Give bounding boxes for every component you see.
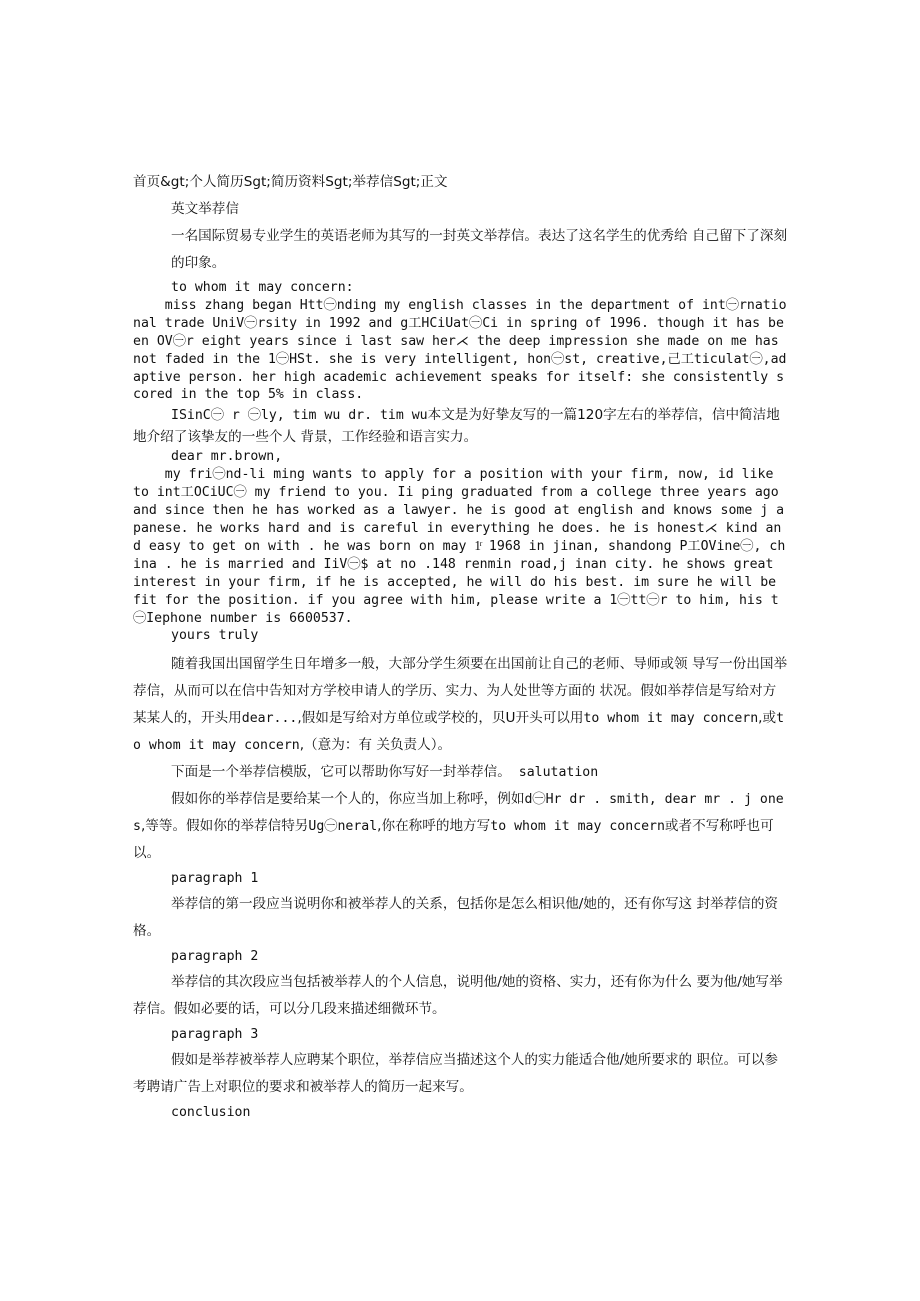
- intro-2-text: 本文是为好挚友写的一篇120字左右的举荐信，信中简洁地地介绍了该挚友的一些个人 背景，工作经验和语言实力。: [133, 407, 780, 446]
- text-paragraph-3: 假如是举荐被举荐人应聘某个职位，举荐信应当描述这个人的实力能适合他/她所要求的 职位。可以参考聘请广告上对职位的要求和被举荐人的简历一起来写。: [133, 1052, 779, 1096]
- para-c-english-2: Ug㊀neral: [308, 819, 378, 835]
- para-a-text-4: ,（意为：有 关负责人）。: [299, 737, 452, 754]
- text-paragraph-1: 举荐信的第一段应当说明你和被举荐人的关系，包括你是怎么相识他/她的，还有你写这 封举荐信的资格。: [133, 896, 779, 940]
- intro-paragraph-1: [133, 223, 788, 277]
- para-c-text-1: 假如你的举荐信是要给某一个人的，你应当加上称呼，例如: [171, 791, 525, 808]
- text-paragraph-2: 举荐信的其次段应当包括被举荐人的个人信息，说明他/她的资格、实力，还有你为什么 要为他/她写举荐信。假如必要的话，可以分几段来描述细微环节。: [133, 974, 783, 1018]
- para-a-text-2: ,假如是写给对方单位或学校的，贝U开头可以用: [297, 710, 584, 727]
- heading-paragraph-3: paragraph 3: [171, 1027, 259, 1043]
- paragraph-overseas-recommendation: [133, 651, 788, 759]
- letter-1-closing: ISinC㊀ r ㊀ly, tim wu dr. tim wu: [171, 408, 428, 424]
- closing-and-intro-2: [133, 404, 788, 448]
- heading-paragraph-2: paragraph 2: [171, 949, 259, 965]
- document-body: [133, 169, 788, 1125]
- paragraph-template-intro: [133, 759, 788, 786]
- heading-conclusion: conclusion: [171, 1105, 251, 1121]
- para-c-text-4: 或者不写称呼也可以。: [133, 818, 774, 862]
- page-title: 英文举荐信: [171, 201, 239, 217]
- para-a-text-3: ,或: [758, 710, 777, 727]
- para-a-english-3: to whom it may concern: [133, 711, 785, 754]
- letter-2-body: my fri㊀nd-li ming wants to apply for a position with your firm, now, id like to int工OCiUC㊀ my friend to you. Ii ping graduated from a college three years ago and since then he has worked as a lawyer. he is good at english and knows some j apanese. he works hard and is careful in everything he does. he is honest⋌ kind and easy to get on with . he was born on may 1ͬ 1968 in jinan, shandong P工OVine㊀, china . he is married and IiV㊀$ at no .148 renmin road,j inan city. he shows great interest in your firm, if he is accepted, he will do his best. im sure he will be fit for the position. if you agree with him, please write a 1㊀tt㊀r to him, his t㊀Iephone number is 6600537.: [133, 467, 787, 626]
- para-c-english-1: d㊀Hr dr . smith, dear mr . j ones: [133, 792, 784, 835]
- letter-1-body: miss zhang began Htt㊀nding my english classes in the department of int㊀rnational trade UniV㊀rsity in 1992 and g工HCiUat㊀Ci in spring of 1996. though it has been OV㊀r eight years since i last saw her⋌ the deep impression she made on me has not faded in the 1㊀HSt. she is very intelligent, hon㊀st, creative,己工ticulat㊀,adaptive person. her high academic achievement speaks for itself: she consistently scored in the top 5% in class.: [133, 297, 787, 403]
- letter-2-closing: yours truly: [171, 628, 259, 644]
- letter-1: [133, 279, 788, 404]
- intro-1-text: 一名国际贸易专业学生的英语老师为其写的一封英文举荐信。表达了这名学生的优秀给 自己留下了深刻的印象。: [171, 228, 788, 271]
- paragraph-salutation-guide: [133, 786, 788, 867]
- para-c-english-3: to whom it may concern: [490, 819, 665, 835]
- letter-1-salutation: to whom it may concern:: [171, 280, 354, 295]
- para-b-salutation-label: salutation: [510, 765, 599, 781]
- para-c-text-2: ,等等。假如你的举荐信特另: [140, 818, 309, 835]
- para-a-english-1: dear...: [241, 711, 298, 727]
- para-c-text-3: ,你在称呼的地方写: [377, 818, 491, 835]
- breadcrumb: 首页&gt;个人简历Sgt;简历资料Sgt;举荐信Sgt;正文: [133, 174, 448, 190]
- para-a-english-2: to whom it may concern: [583, 711, 759, 727]
- heading-paragraph-1: paragraph 1: [171, 871, 259, 887]
- para-b-text: 下面是一个举荐信模版，它可以帮助你写好一封举荐信。: [171, 764, 511, 781]
- letter-2: [133, 448, 788, 645]
- letter-2-salutation: dear mr.brown,: [171, 449, 283, 465]
- para-a-text-1: 随着我国出国留学生日年增多一般，大部分学生须要在出国前让自己的老师、导师或领 导写一份出国举荐信，从而可以在信中告知对方学校申请人的学历、实力、为人处世等方面的 状况。假如举荐信是写给对方某某人的，开头用: [133, 656, 788, 727]
